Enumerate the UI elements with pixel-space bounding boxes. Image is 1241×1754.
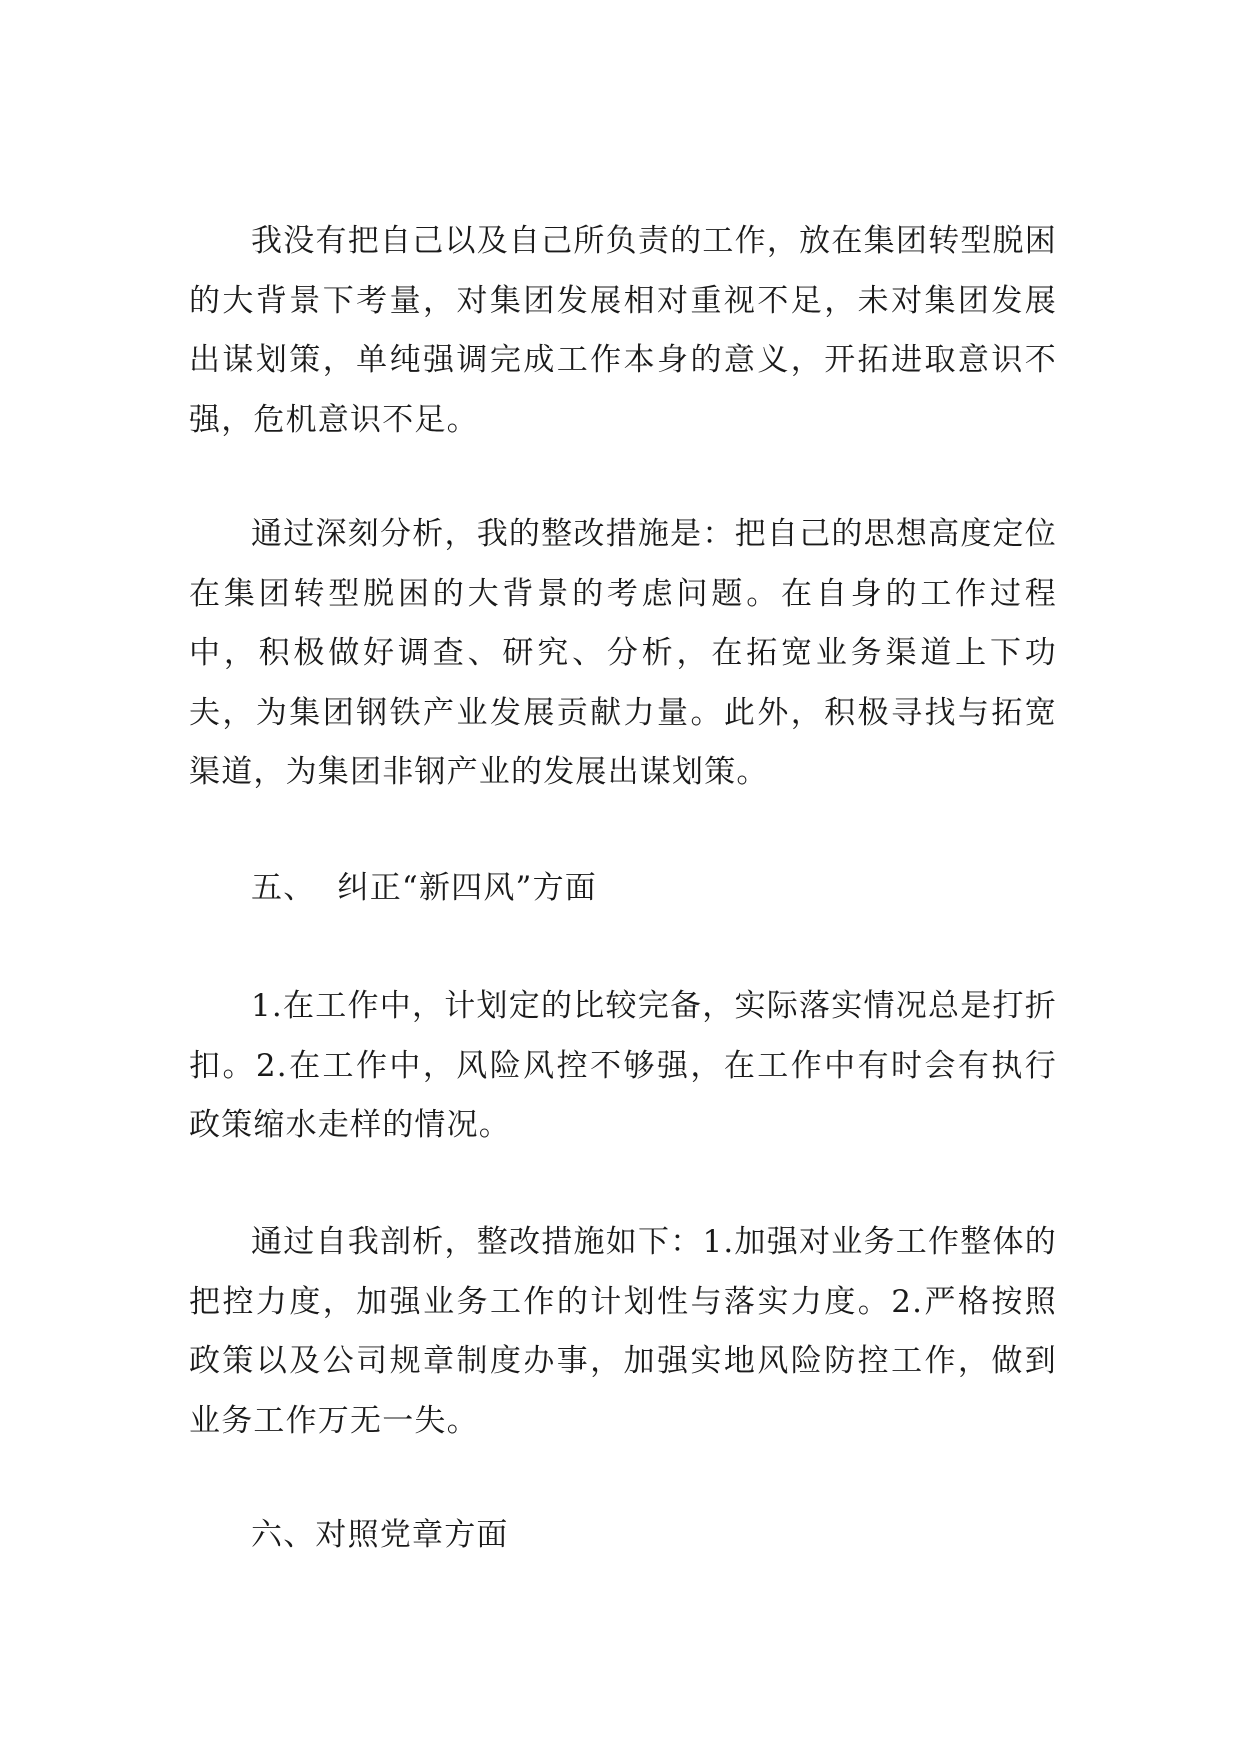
section-heading-5: 五、 纠正“新四风”方面	[251, 870, 598, 906]
section-heading-6: 六、对照党章方面	[251, 1517, 509, 1553]
paragraph-1: 我没有把自己以及自己所负责的工作，放在集团转型脱困的大背景下考量，对集团发展相对重视不足，未对集团发展出谋划策，单纯强调完成工作本身的意义，开拓进取意识不强，危机意识不足。	[189, 223, 1057, 438]
paragraph-4: 通过自我剖析，整改措施如下：1.加强对业务工作整体的把控力度，加强业务工作的计划性与落实力度。2.严格按照政策以及公司规章制度办事，加强实地风险防控工作，做到业务工作万无一失。	[189, 1224, 1057, 1439]
paragraph-3: 1.在工作中，计划定的比较完备，实际落实情况总是打折扣。2.在工作中，风险风控不够强，在工作中有时会有执行政策缩水走样的情况。	[189, 988, 1057, 1143]
paragraph-2: 通过深刻分析，我的整改措施是：把自己的思想高度定位在集团转型脱困的大背景的考虑问题。在自身的工作过程中，积极做好调查、研究、分析，在拓宽业务渠道上下功夫，为集团钢铁产业发展贡献力量。此外，积极寻找与拓宽渠道，为集团非钢产业的发展出谋划策。	[189, 516, 1057, 790]
